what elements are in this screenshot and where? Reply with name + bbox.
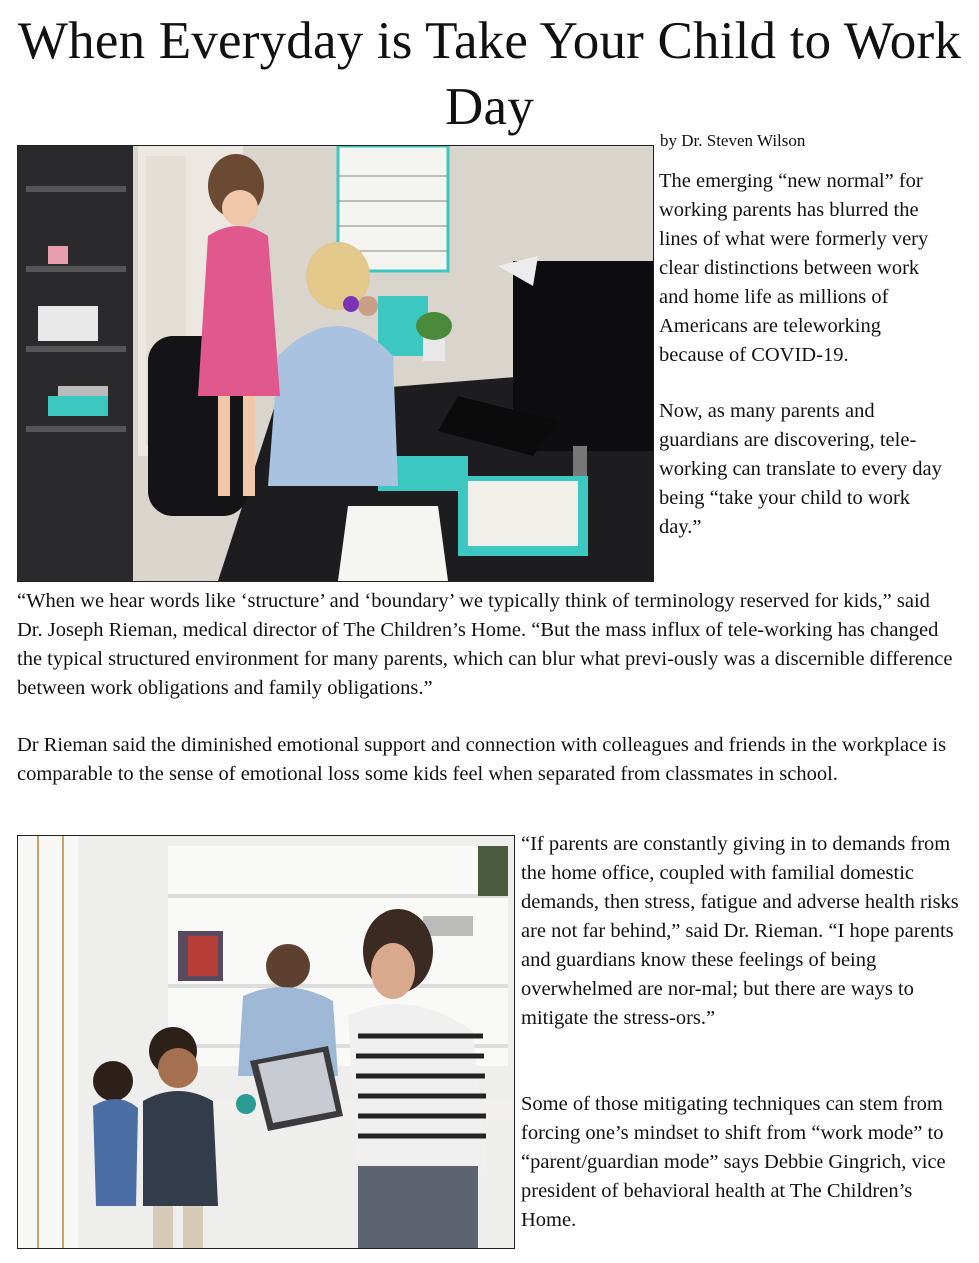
paragraph-5: “If parents are constantly giving in to demands from the home office, coupled with familial domestic demands, then stress, fatigue and adverse health risks are not far behind,” said Dr. Rieman. “I hope parents and guardians know these feelings of being overwhelmed are nor-mal; but there are ways to mitigate the stress-ors.” (521, 833, 959, 1029)
paragraph-2: Now, as many parents and guardians are discovering, tele-working can translate to every day being “take your child to work day.” (659, 400, 942, 538)
byline: by Dr. Steven Wilson (660, 131, 806, 150)
paragraph-4: Dr Rieman said the diminished emotional support and connection with colleagues and friends in the workplace is comparable to the sense of emotional loss some kids feel when separated from classmates in school. (17, 734, 947, 785)
photo-family-home-office (17, 835, 515, 1249)
article-title: When Everyday is Take Your Child to Work Day (17, 12, 962, 136)
paragraph-6: Some of those mitigating techniques can stem from forcing one’s mindset to shift from “work mode” to “parent/guardian mode” says Debbie Gingrich, vice president of behavioral health at The Children’s Home. (521, 1093, 946, 1231)
photo-mother-child-desk (17, 145, 654, 582)
paragraph-1: The emerging “new normal” for working parents has blurred the lines of what were formerly very clear distinctions between work and home life as millions of Americans are teleworking because of COVID-19. (659, 170, 929, 366)
paragraph-3: “When we hear words like ‘structure’ and ‘boundary’ we typically think of terminology reserved for kids,” said Dr. Joseph Rieman, medical director of The Children’s Home. “But the mass influx of tele-working has changed the typical structured environment for many parents, which can blur what previ-ously was a discernible difference between work obligations and family obligations.” (17, 590, 953, 699)
